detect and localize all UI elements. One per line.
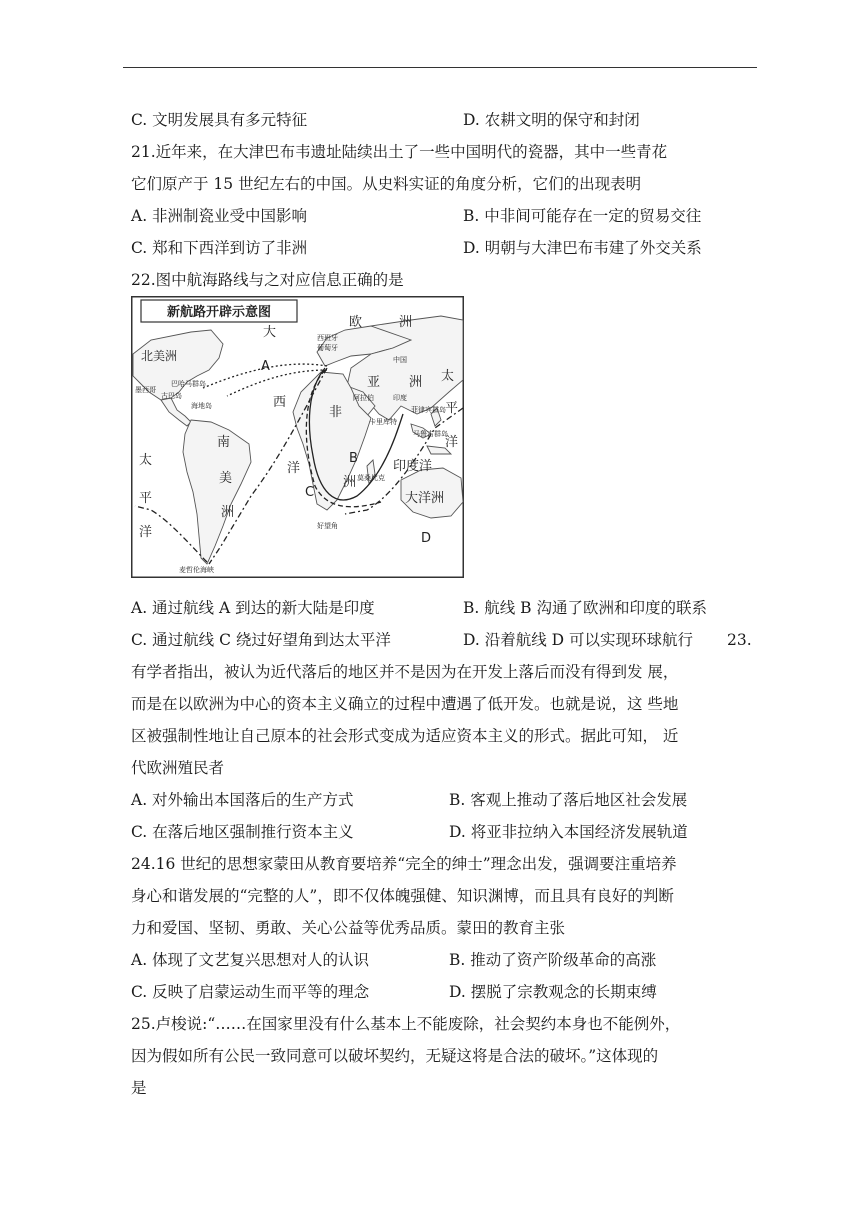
- map-title: 新航路开辟示意图: [166, 305, 272, 320]
- label-yinduyang: 印度洋: [393, 459, 433, 474]
- new-sea-routes-map: [131, 296, 464, 578]
- q22-stem: 22.图中航海路线与之对应信息正确的是: [131, 271, 404, 289]
- label-fei: 非: [329, 405, 343, 420]
- q25-stem-line-2: 因为假如所有公民一致同意可以破坏契约，无疑这将是合法的破坏。”这体现的: [131, 1047, 659, 1065]
- q25-stem-line-3: 是: [131, 1079, 147, 1097]
- q23-option-c: C. 在落后地区强制推行资本主义: [131, 823, 354, 841]
- q23-option-b: B. 客观上推动了落后地区社会发展: [449, 791, 688, 809]
- label-mosangbike: 莫桑比克: [357, 474, 385, 482]
- q22-option-a: A. 通过航线 A 到达的新大陆是印度: [131, 599, 375, 617]
- label-alabo: 阿拉伯: [353, 394, 374, 402]
- label-zhou1: 洲: [399, 315, 413, 330]
- q24-stem-line-2: 身心和谐发展的“完整的人”，即不仅体魄强健、知识渊博，而且具有良好的判断: [131, 887, 674, 905]
- label-zhou2: 洲: [409, 375, 423, 390]
- label-tai1: 太: [441, 369, 455, 384]
- label-nan: 南: [217, 435, 231, 450]
- label-tai2: 太: [139, 453, 153, 468]
- label-route-b: B: [349, 451, 358, 466]
- label-yang2: 洋: [287, 461, 301, 476]
- label-dayangzhou: 大洋洲: [405, 491, 445, 506]
- label-guba: 古巴岛: [161, 392, 182, 400]
- label-zhou3: 洲: [221, 505, 235, 520]
- label-xibanya: 西班牙: [317, 334, 338, 342]
- label-zhou4: 洲: [343, 475, 357, 490]
- label-yang1: 洋: [445, 435, 459, 450]
- label-da: 大: [263, 325, 277, 340]
- label-route-a: A: [261, 359, 270, 374]
- label-mei: 美: [219, 471, 233, 486]
- q23-stem-line-2: 而是在以欧洲为中心的资本主义确立的过程中遭遇了低开发。也就是说，这 些地: [131, 695, 679, 713]
- q23-option-d: D. 将亚非拉纳入本国经济发展轨道: [449, 823, 688, 841]
- label-feilvbin: 菲律宾群岛: [411, 406, 446, 414]
- label-ou: 欧: [349, 315, 363, 330]
- label-route-c: C: [305, 485, 315, 500]
- q20-option-c: C. 文明发展具有多元特征: [131, 111, 308, 129]
- label-zhongguo: 中国: [393, 356, 407, 364]
- q23-number-start: 23.: [727, 631, 752, 649]
- label-maizhelun: 麦哲伦海峡: [179, 566, 214, 574]
- q22-option-b: B. 航线 B 沟通了欧洲和印度的联系: [463, 599, 707, 617]
- q21-stem-line-2: 它们原产于 15 世纪左右的中国。从史料实证的角度分析，它们的出现表明: [131, 175, 642, 193]
- label-yang3: 洋: [139, 525, 153, 540]
- q24-option-b: B. 推动了资产阶级革命的高涨: [449, 951, 657, 969]
- q22-option-c: C. 通过航线 C 绕过好望角到达太平洋: [131, 631, 391, 649]
- label-maluku: 马鲁古群岛: [413, 430, 448, 438]
- label-yindu: 印度: [393, 394, 407, 402]
- label-beimeizhou: 北美洲: [141, 349, 178, 363]
- label-route-d: D: [421, 531, 432, 546]
- q20-option-d: D. 农耕文明的保守和封闭: [463, 111, 640, 129]
- label-haidi: 海地岛: [191, 402, 212, 410]
- q24-stem-line-3: 力和爱国、坚韧、勇敢、关心公益等优秀品质。蒙田的教育主张: [131, 919, 566, 937]
- q21-option-a: A. 非洲制瓷业受中国影响: [131, 207, 308, 225]
- label-ya: 亚: [367, 375, 381, 390]
- label-ping2: 平: [139, 491, 153, 506]
- q21-option-d: D. 明朝与大津巴布韦建了外交关系: [463, 239, 702, 257]
- q21-stem-line-1: 21.近年来，在大津巴布韦遗址陆续出土了一些中国明代的瓷器，其中一些青花: [131, 143, 668, 161]
- q23-stem-line-3: 区被强制性地让自己原本的社会形式变成为适应资本主义的形式。据此可知， 近: [131, 727, 679, 745]
- q24-option-d: D. 摆脱了宗教观念的长期束缚: [449, 983, 657, 1001]
- q24-option-c: C. 反映了启蒙运动生而平等的理念: [131, 983, 370, 1001]
- q24-stem-line-1: 24.16 世纪的思想家蒙田从教育要培养“完全的绅士”理念出发，强调要注重培养: [131, 855, 677, 873]
- q22-option-d: D. 沿着航线 D 可以实现环球航行: [463, 631, 694, 649]
- q25-stem-line-1: 25.卢梭说:“……在国家里没有什么基本上不能废除，社会契约本身也不能例外，: [131, 1015, 681, 1033]
- label-haowangjiao: 好望角: [317, 522, 338, 530]
- q23-option-a: A. 对外输出本国落后的生产方式: [131, 791, 354, 809]
- q23-stem-line-4: 代欧洲殖民者: [131, 759, 225, 777]
- q24-option-a: A. 体现了文艺复兴思想对人的认识: [131, 951, 370, 969]
- label-putaoya: 葡萄牙: [317, 344, 338, 352]
- q21-option-b: B. 中非间可能存在一定的贸易交往: [463, 207, 702, 225]
- label-moxige: 墨西哥: [135, 386, 156, 394]
- q23-stem-line-1: 有学者指出，被认为近代落后的地区并不是因为在开发上落后而没有得到发 展，: [131, 663, 679, 681]
- q21-option-c: C. 郑和下西洋到访了非洲: [131, 239, 308, 257]
- label-ping1: 平: [445, 401, 459, 416]
- label-bahama: 巴哈马群岛: [171, 380, 206, 388]
- label-xi: 西: [273, 395, 287, 410]
- header-rule: [123, 67, 757, 68]
- label-kalikate: 卡里库特: [369, 418, 397, 426]
